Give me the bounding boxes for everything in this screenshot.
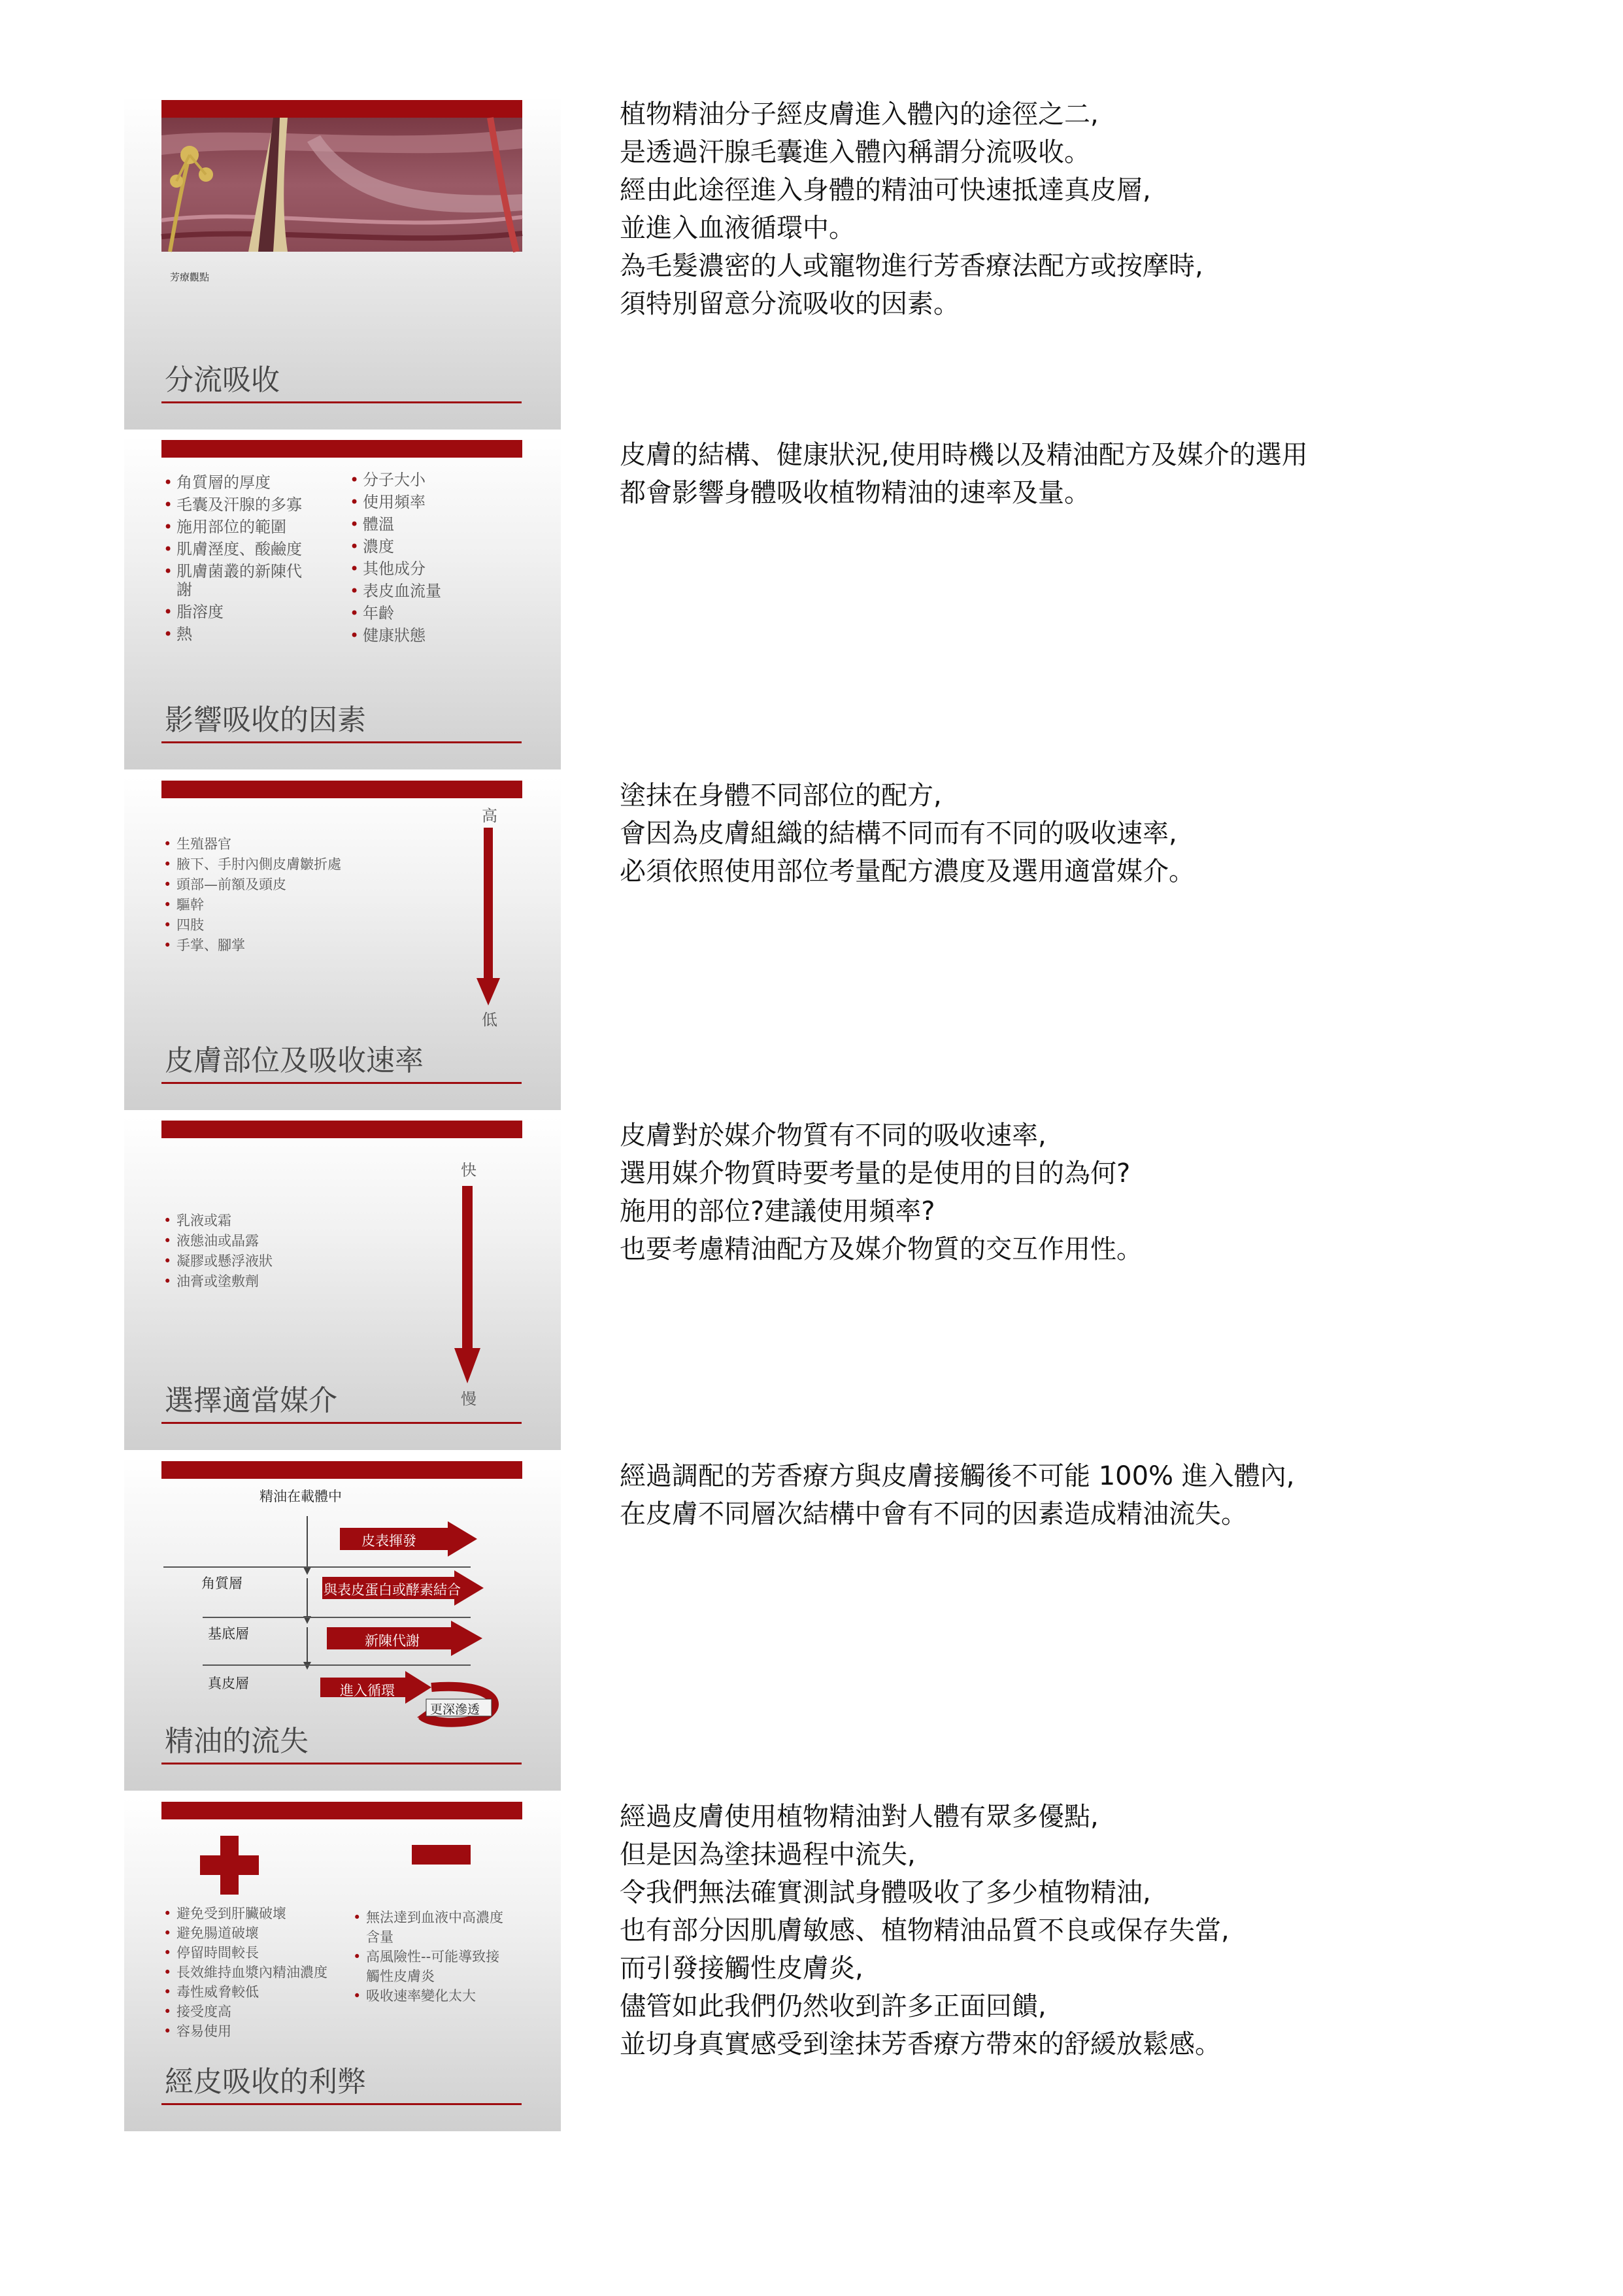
list-item: • 避免受到肝臟破壞 (163, 1904, 327, 1923)
note-line: 並切身真實感受到塗抹芳香療方帶來的舒緩放鬆感。 (620, 2029, 1221, 2059)
layer-label: 真皮層 (208, 1676, 249, 1691)
pros-list (163, 1904, 327, 2041)
note-line: 並進入血液循環中。 (620, 213, 855, 243)
arrow-top-label: 快 (461, 1161, 477, 1179)
arrow-label: 進入循環 (340, 1683, 395, 1698)
title-underline (161, 1422, 522, 1424)
list-item-cont: 觸性皮膚炎 (366, 1968, 435, 1984)
list-item: • 分子大小 (350, 469, 441, 491)
list-item: • 吸收速率變化太大 (353, 1986, 503, 2006)
list-item: • 使用頻率 (350, 491, 441, 513)
list-item: • 脂溶度 (163, 601, 302, 623)
slide-notes (620, 1798, 1230, 2063)
list-item: • 高風險性--可能導致接 (353, 1947, 503, 1967)
list-item: • 熱 (163, 623, 302, 645)
slide-notes (620, 436, 1308, 512)
note-line: 也有部分因肌膚敏感、植物精油品質不良或保存失當, (620, 1916, 1230, 1946)
slide-title: 精油的流失 (165, 1725, 309, 1758)
slide-4 (124, 1117, 561, 1450)
slide-5 (124, 1457, 561, 1791)
factor-list-right (350, 469, 441, 647)
list-item: • 毛囊及汗腺的多寡 (163, 494, 302, 516)
list-item: • 容易使用 (163, 2021, 327, 2041)
arrow-label: 更深滲透 (430, 1702, 480, 1717)
list-item: • 乳液或霜 (163, 1211, 273, 1231)
slide-top-bar (161, 440, 522, 458)
title-underline (161, 1763, 522, 1764)
slide-title: 影響吸收的因素 (165, 703, 366, 737)
arrow-bottom-label: 低 (482, 1011, 497, 1029)
note-line: 令我們無法確實測試身體吸收了多少植物精油, (620, 1878, 1151, 1908)
note-line: 在皮膚不同層次結構中會有不同的因素造成精油流失。 (620, 1499, 1247, 1529)
list-item: • 生殖器官 (163, 834, 341, 854)
list-item-cont: 謝 (176, 581, 192, 599)
slide-6 (124, 1798, 561, 2131)
layer-label: 基底層 (208, 1626, 249, 1642)
note-line: 皮膚的結構、健康狀況,使用時機以及精油配方及媒介的選用 (620, 440, 1308, 470)
list-item: • 手掌、腳掌 (163, 936, 341, 956)
note-line: 經過調配的芳香療方與皮膚接觸後不可能 100% 進入體內, (620, 1461, 1295, 1491)
carrier-label: 精油在載體中 (259, 1489, 342, 1504)
minus-icon (412, 1845, 471, 1865)
note-line: 選用媒介物質時要考量的是使用的目的為何? (620, 1158, 1131, 1189)
note-line: 塗抹在身體不同部位的配方, (620, 781, 942, 811)
slide-3 (124, 777, 561, 1110)
note-line: 施用的部位?建議使用頻率? (620, 1196, 935, 1226)
note-line: 儘管如此我們仍然收到許多正面回饋, (620, 1991, 1046, 2021)
list-item: • 腋下、手肘內側皮膚皺折處 (163, 854, 341, 875)
slide-notes (620, 1117, 1143, 1268)
note-line: 但是因為塗抹過程中流失, (620, 1840, 916, 1870)
list-item: • 肌膚菌叢的新陳代 (163, 560, 302, 582)
list-item: • 無法達到血液中高濃度 (353, 1908, 503, 1927)
layer-label: 角質層 (201, 1576, 243, 1591)
note-line: 經過皮膚使用植物精油對人體有眾多優點, (620, 1802, 1099, 1832)
list-item: • 健康狀態 (350, 624, 441, 647)
list-item: • 凝膠或懸浮液狀 (163, 1251, 273, 1272)
list-item: • 濃度 (350, 535, 441, 558)
slide-1 (124, 96, 561, 430)
slide-title: 皮膚部位及吸收速率 (165, 1044, 424, 1077)
title-underline (161, 401, 522, 403)
slide-2 (124, 436, 561, 769)
arrow-bottom-label: 慢 (461, 1390, 477, 1408)
slide-caption: 芳療觀點 (170, 271, 210, 283)
list-item: • 肌膚溼度、酸鹼度 (163, 538, 302, 560)
list-item: • 避免腸道破壞 (163, 1923, 327, 1943)
note-line: 而引發接觸性皮膚炎, (620, 1953, 863, 1984)
note-line: 也要考慮精油配方及媒介物質的交互作用性。 (620, 1234, 1143, 1264)
factor-list-left (163, 471, 302, 645)
note-line: 必須依照使用部位考量配方濃度及選用適當媒介。 (620, 856, 1195, 886)
slide-notes (620, 777, 1195, 890)
title-underline (161, 1082, 522, 1084)
note-line: 經由此途徑進入身體的精油可快速抵達真皮層, (620, 175, 1151, 205)
title-underline (161, 741, 522, 743)
slide-title: 選擇適當媒介 (165, 1384, 337, 1417)
list-item: • 驅幹 (163, 895, 341, 915)
list-item: • 年齡 (350, 602, 441, 624)
note-line: 都會影響身體吸收植物精油的速率及量。 (620, 478, 1090, 508)
list-item: • 接受度高 (163, 2002, 327, 2021)
arrow-label: 與表皮蛋白或酵素結合 (324, 1582, 461, 1598)
list-item: • 其他成分 (350, 558, 441, 580)
note-line: 須特別留意分流吸收的因素。 (620, 289, 960, 319)
arrow-label: 新陳代謝 (365, 1633, 420, 1649)
list-item: • 施用部位的範圍 (163, 516, 302, 538)
title-underline (161, 2103, 522, 2105)
arrow-top-label: 高 (482, 807, 497, 825)
note-line: 為毛髮濃密的人或寵物進行芳香療法配方或按摩時, (620, 251, 1203, 281)
arrow-label: 皮表揮發 (361, 1533, 416, 1549)
list-item: • 角質層的厚度 (163, 471, 302, 494)
list-item: • 長效維持血漿內精油濃度 (163, 1963, 327, 1982)
list-item-cont: 含量 (366, 1929, 393, 1945)
list-item: • 液態油或晶露 (163, 1231, 273, 1251)
note-line: 是透過汗腺毛囊進入體內稱謂分流吸收。 (620, 137, 1090, 167)
list-item: • 毒性威脅較低 (163, 1982, 327, 2002)
slide-title: 分流吸收 (165, 363, 280, 397)
list-item: • 四肢 (163, 915, 341, 936)
note-line: 植物精油分子經皮膚進入體內的途徑之二, (620, 99, 1099, 129)
slide-title: 經皮吸收的利弊 (165, 2065, 366, 2099)
list-item: • 頭部—前額及頭皮 (163, 875, 341, 895)
list-item: • 油膏或塗敷劑 (163, 1272, 273, 1292)
list-item: • 停留時間較長 (163, 1943, 327, 1963)
list-item: • 表皮血流量 (350, 580, 441, 602)
note-line: 皮膚對於媒介物質有不同的吸收速率, (620, 1121, 1046, 1151)
list-item: • 體溫 (350, 513, 441, 535)
slide-notes (620, 95, 1203, 323)
note-line: 會因為皮膚組織的結構不同而有不同的吸收速率, (620, 819, 1177, 849)
slide-notes (620, 1457, 1295, 1533)
cons-list (353, 1908, 503, 2006)
